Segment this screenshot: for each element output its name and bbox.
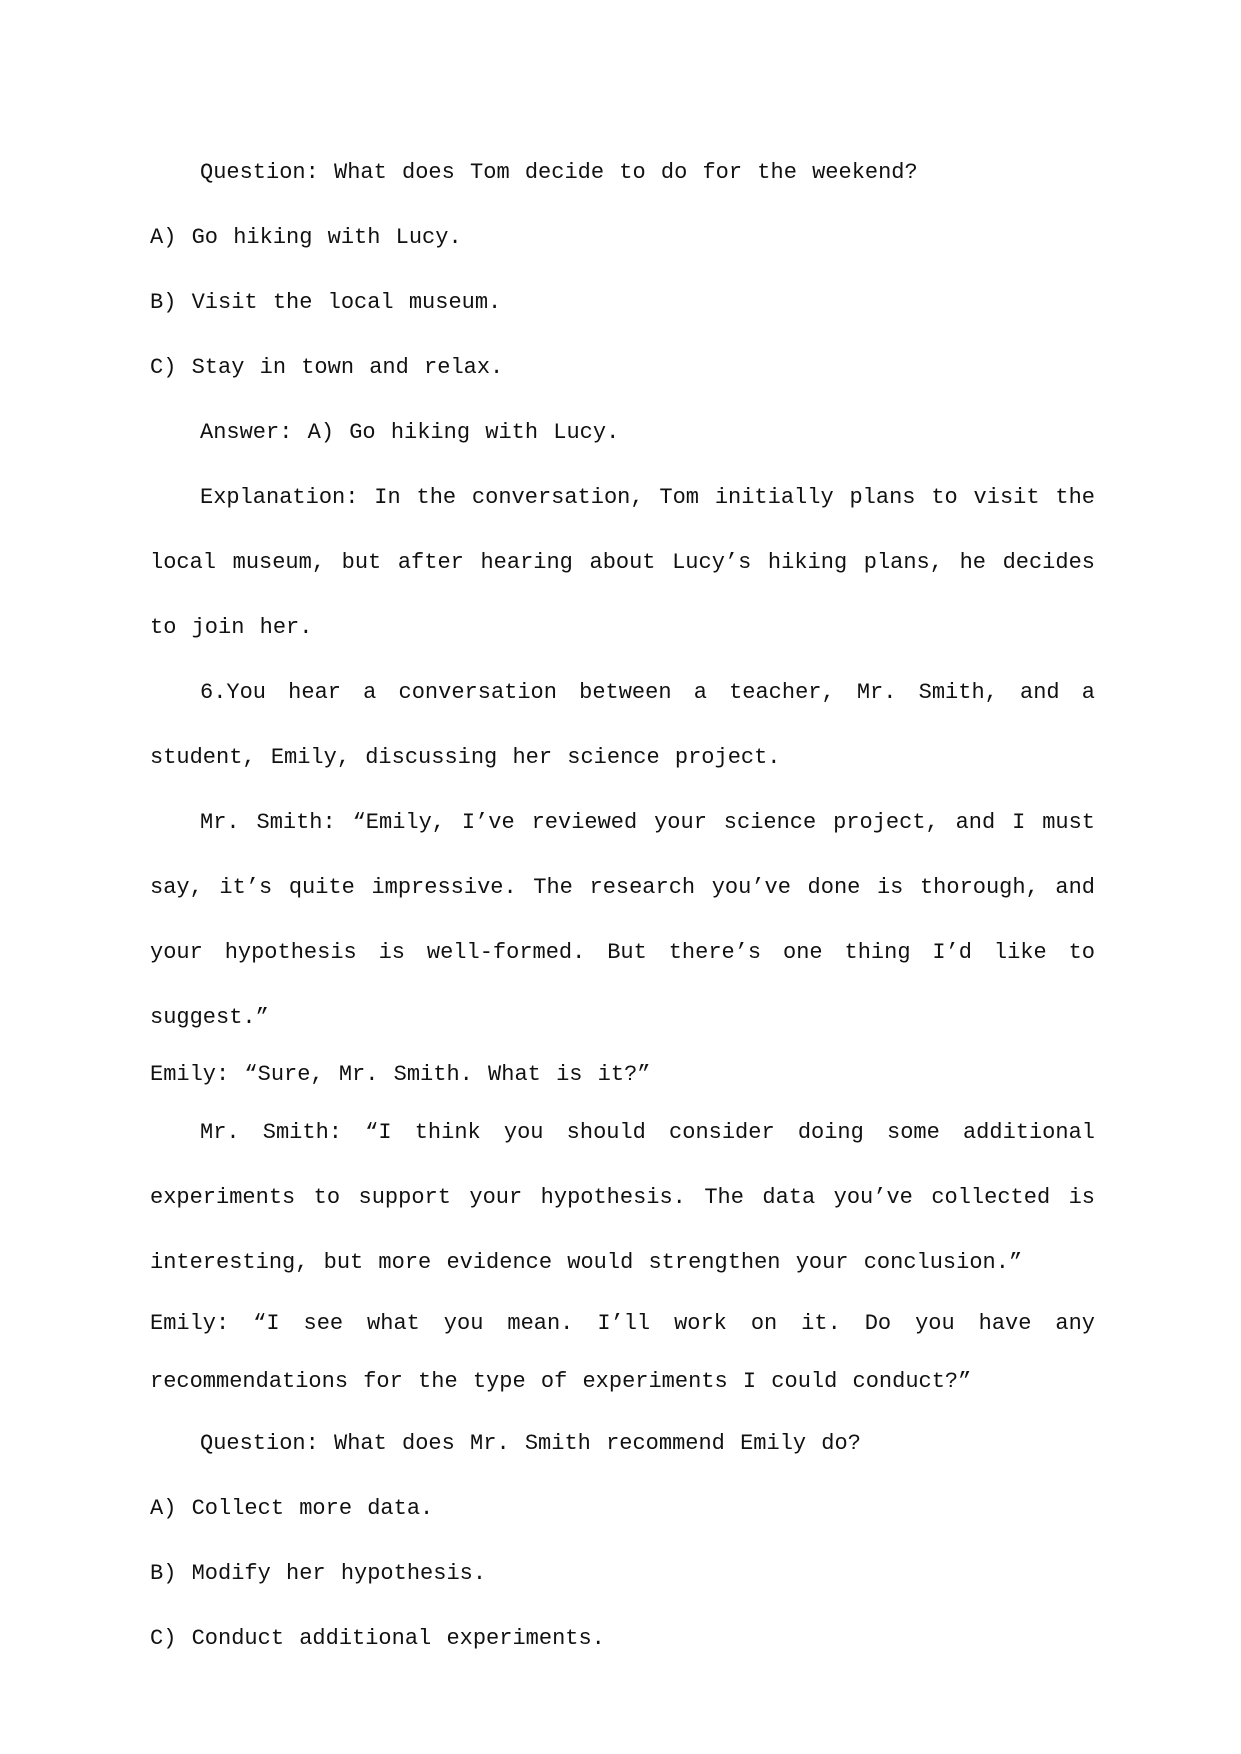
dialogue-emily-2: Emily: “I see what you mean. I’ll work on it. Do you have any recommendations for the type of experiments I could conduct?” xyxy=(150,1311,1095,1394)
question-mr-smith-recommend: Question: What does Mr. Smith recommend Emily do? xyxy=(200,1431,861,1456)
dialogue-mr-smith-1: Mr. Smith: “Emily, I’ve reviewed your science project, and I must say, it’s quite impressive. The research you’ve done is thorough, and your hypothesis is well-formed. But there’s one thing I’d like to suggest.” xyxy=(150,810,1095,1030)
item-6-intro: 6.You hear a conversation between a teacher, Mr. Smith, and a student, Emily, discussing her science project. xyxy=(150,680,1095,770)
option-b-modify-hypothesis: B) Modify her hypothesis. xyxy=(150,1561,487,1586)
option-a-go-hiking: A) Go hiking with Lucy. xyxy=(150,225,462,250)
option-a-collect-data: A) Collect more data. xyxy=(150,1496,434,1521)
document-body xyxy=(150,140,1095,1671)
option-c-stay-in-town: C) Stay in town and relax. xyxy=(150,355,504,380)
option-c-conduct-experiments: C) Conduct additional experiments. xyxy=(150,1626,605,1651)
answer-line: Answer: A) Go hiking with Lucy. xyxy=(200,420,620,445)
dialogue-mr-smith-2: Mr. Smith: “I think you should consider doing some additional experiments to support your hypothesis. The data you’ve collected is interesting, but more evidence would strengthen your conclusion.” xyxy=(150,1120,1095,1275)
explanation-paragraph: Explanation: In the conversation, Tom initially plans to visit the local museum, but after hearing about Lucy’s hiking plans, he decides to join her. xyxy=(150,485,1095,640)
question-tom-weekend: Question: What does Tom decide to do for the weekend? xyxy=(200,160,918,185)
dialogue-emily-1: Emily: “Sure, Mr. Smith. What is it?” xyxy=(150,1062,651,1087)
option-b-visit-museum: B) Visit the local museum. xyxy=(150,290,502,315)
